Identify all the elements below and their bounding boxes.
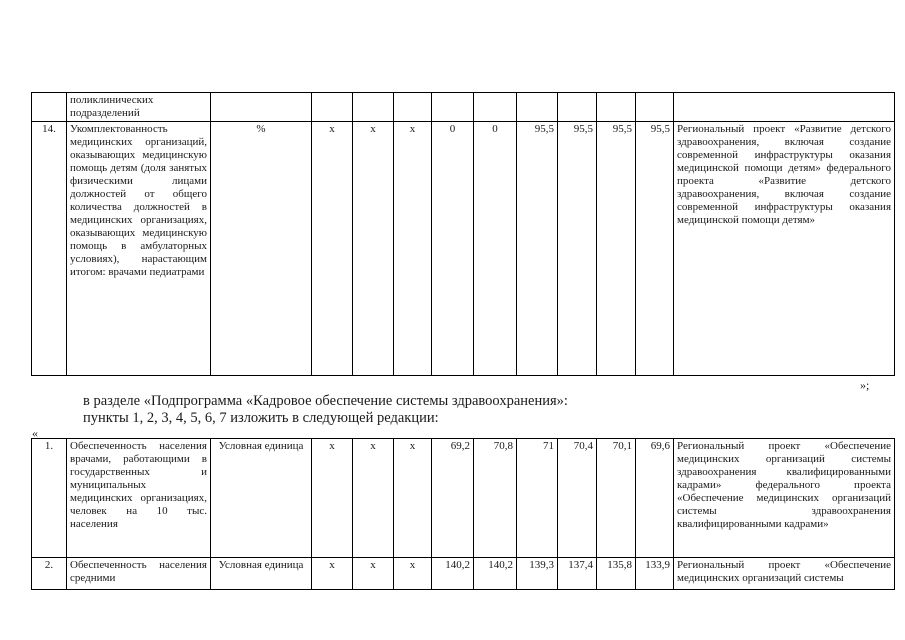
cell-value: х xyxy=(394,558,432,590)
cell-unit: Условная единица xyxy=(211,558,312,590)
cell-name: Обеспеченность населения средними xyxy=(67,558,211,590)
cell-value: 135,8 xyxy=(597,558,636,590)
cell-value: х xyxy=(353,558,394,590)
cell-note: Региональный проект «Развитие детского здравоохранения, включая создание современной инфраструктуры оказания медицинской помощи детям» федерального проекта «Развитие детского здравоохранения, включая создание современной инфраструктуры оказания медицинской помощи детям» xyxy=(674,122,895,376)
cell-value: 71 xyxy=(517,439,558,558)
cell-value: 139,3 xyxy=(517,558,558,590)
cell-value: х xyxy=(353,439,394,558)
cell-num: 2. xyxy=(32,558,67,590)
cell-num: 14. xyxy=(32,122,67,376)
cell-num: 1. xyxy=(32,439,67,558)
table-row xyxy=(32,439,895,558)
opening-quote-mark: « xyxy=(32,426,38,440)
cell-value: 0 xyxy=(474,122,517,376)
amendment-paragraph: в разделе «Подпрограмма «Кадровое обеспечение системы здравоохранения»: xyxy=(83,393,568,409)
amendment-paragraph: пункты 1, 2, 3, 4, 5, 6, 7 изложить в следующей редакции: xyxy=(83,410,439,426)
cell-value: 95,5 xyxy=(636,122,674,376)
cell-value: 95,5 xyxy=(558,122,597,376)
table-row xyxy=(32,93,895,122)
cell-value: 70,1 xyxy=(597,439,636,558)
cell-unit xyxy=(211,93,312,122)
cell-value: х xyxy=(312,558,353,590)
indicators-table-top xyxy=(31,92,895,376)
cell-note: Региональный проект «Обеспечение медицинских организаций системы здравоохранения квалифицированными кадрами» федерального проекта «Обеспечение медицинских организаций системы здравоохранения квалифицированными кадрами» xyxy=(674,439,895,558)
cell-value: 133,9 xyxy=(636,558,674,590)
cell-value: 95,5 xyxy=(597,122,636,376)
cell-value: 137,4 xyxy=(558,558,597,590)
cell-value: 70,4 xyxy=(558,439,597,558)
cell-name: поликлинических подразделений xyxy=(67,93,211,122)
cell-value: х xyxy=(353,122,394,376)
table-row xyxy=(32,122,895,376)
cell-unit: % xyxy=(211,122,312,376)
cell-unit: Условная единица xyxy=(211,439,312,558)
cell-name: Обеспеченность населения врачами, работающими в государственных и муниципальных медицинских организациях, человек на 10 тыс. населения xyxy=(67,439,211,558)
indicators-table-bottom xyxy=(31,438,895,590)
cell-value: 95,5 xyxy=(517,122,558,376)
cell-value: 0 xyxy=(432,122,474,376)
cell-value: 140,2 xyxy=(474,558,517,590)
cell-value: 70,8 xyxy=(474,439,517,558)
cell-num xyxy=(32,93,67,122)
cell-value: х xyxy=(394,122,432,376)
cell-note xyxy=(674,93,895,122)
cell-value: х xyxy=(312,439,353,558)
cell-note: Региональный проект «Обеспечение медицинских организаций системы xyxy=(674,558,895,590)
cell-value: 69,2 xyxy=(432,439,474,558)
cell-value: х xyxy=(312,122,353,376)
cell-name: Укомплектованность медицинских организаций, оказывающих медицинскую помощь детям (доля занятых физическими лицами должностей от общего количества должностей в медицинских организациях, оказывающих медицинскую помощь в амбулаторных условиях), нарастающим итогом: врачами педиатрами xyxy=(67,122,211,376)
cell-value: 140,2 xyxy=(432,558,474,590)
closing-quote-mark: »; xyxy=(860,378,870,392)
table-row xyxy=(32,558,895,590)
cell-value: 69,6 xyxy=(636,439,674,558)
cell-value: х xyxy=(394,439,432,558)
